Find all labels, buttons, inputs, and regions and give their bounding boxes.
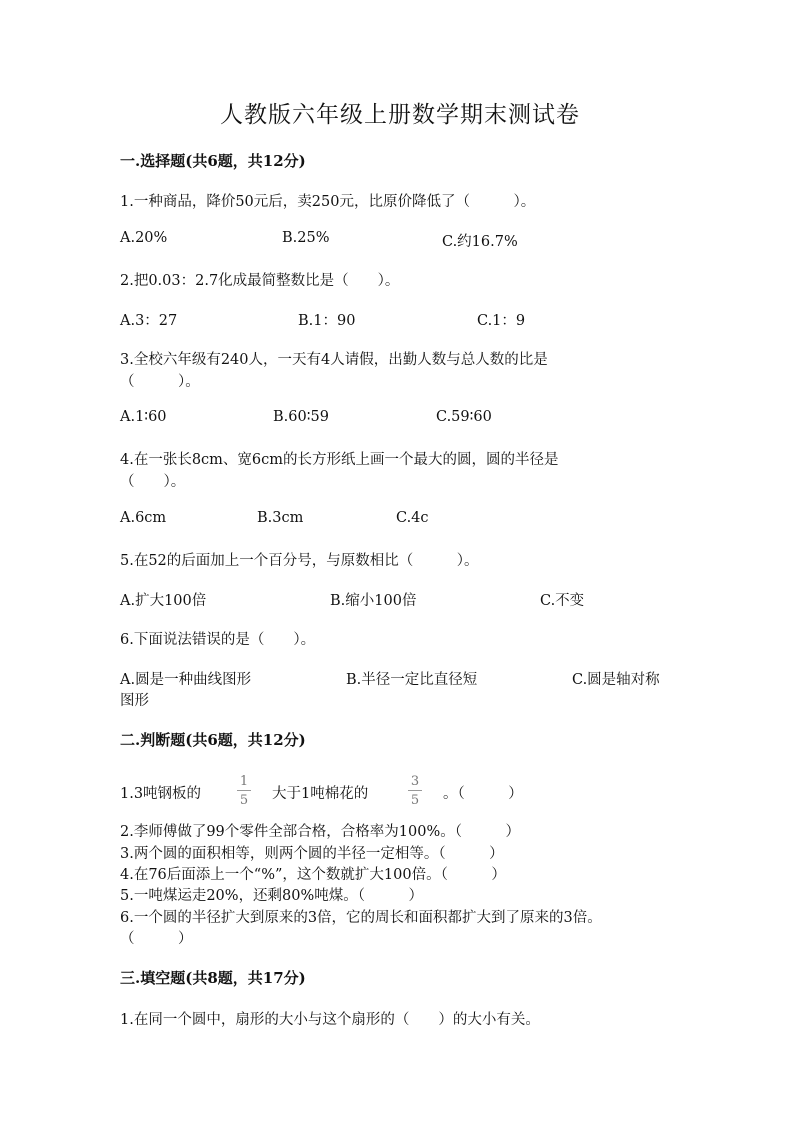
question-text-continuation: （ ）。 [120, 474, 186, 490]
page-title: 人教版六年级上册数学期末测试卷 [220, 102, 580, 128]
option-b: B.3cm [257, 510, 304, 526]
question-text: 4.在一张长8cm、宽6cm的长方形纸上画一个最大的圆，圆的半径是 [120, 452, 559, 468]
question-text: 。（ ） [443, 786, 523, 802]
option-c: C.1：9 [477, 313, 526, 329]
section-heading-judgement: 二.判断题(共6题，共12分) [120, 731, 306, 749]
fraction-denominator: 5 [239, 793, 249, 808]
option-c: C.4c [396, 510, 429, 526]
fraction-denominator: 5 [410, 793, 420, 808]
option-c: C.59∶60 [436, 409, 492, 425]
option-b: B.半径一定比直径短 [346, 672, 478, 688]
section-heading-choice: 一.选择题(共6题，共12分) [120, 152, 306, 170]
question-text: 1.3吨钢板的 [120, 786, 202, 802]
option-b: B.60∶59 [273, 409, 329, 425]
option-c: C.圆是轴对称 [572, 672, 660, 688]
option-a: A.6cm [120, 510, 167, 526]
option-a: A.20% [120, 230, 168, 246]
question-text-continuation: （ ） [120, 931, 193, 947]
option-a: A.扩大100倍 [120, 593, 207, 609]
option-c: C.约16.7% [442, 234, 518, 250]
option-a: A.圆是一种曲线图形 [120, 672, 252, 688]
question-text: 4.在76后面添上一个“%”，这个数就扩大100倍。（ ） [120, 867, 506, 883]
option-a: A.1∶60 [120, 409, 167, 425]
option-a: A.3：27 [120, 313, 178, 329]
section-heading-fill-blank: 三.填空题(共8题，共17分) [120, 969, 306, 987]
question-text: 5.一吨煤运走20%，还剩80%吨煤。（ ） [120, 888, 424, 904]
question-text: 5.在52的后面加上一个百分号，与原数相比（ ）。 [120, 553, 479, 569]
question-text: 2.李师傅做了99个零件全部合格，合格率为100%。（ ） [120, 824, 520, 840]
fraction-one-fifth [237, 775, 251, 807]
fraction-numerator: 1 [237, 775, 251, 791]
question-text: 2.把0.03：2.7化成最简整数比是（ ）。 [120, 273, 400, 289]
question-text: 大于1吨棉花的 [272, 786, 369, 802]
option-b: B.25% [282, 230, 330, 246]
question-text: 1.在同一个圆中，扇形的大小与这个扇形的（ ）的大小有关。 [120, 1012, 540, 1028]
option-c: C.不变 [540, 593, 585, 609]
question-text: 3.两个圆的面积相等，则两个圆的半径一定相等。（ ） [120, 846, 504, 862]
question-text: 1.一种商品，降价50元后，卖250元，比原价降低了（ ）。 [120, 194, 536, 210]
question-text-continuation: （ ）。 [120, 374, 200, 390]
fraction-three-fifths [408, 775, 422, 807]
option-b: B.缩小100倍 [330, 593, 417, 609]
option-b: B.1：90 [298, 313, 356, 329]
fraction-numerator: 3 [408, 775, 422, 791]
question-text: 6.下面说法错误的是（ ）。 [120, 632, 316, 648]
question-text: 6.一个圆的半径扩大到原来的3倍，它的周长和面积都扩大到了原来的3倍。 [120, 910, 602, 926]
question-text: 3.全校六年级有240人，一天有4人请假，出勤人数与总人数的比是 [120, 352, 548, 368]
option-c-continuation: 图形 [120, 693, 149, 709]
